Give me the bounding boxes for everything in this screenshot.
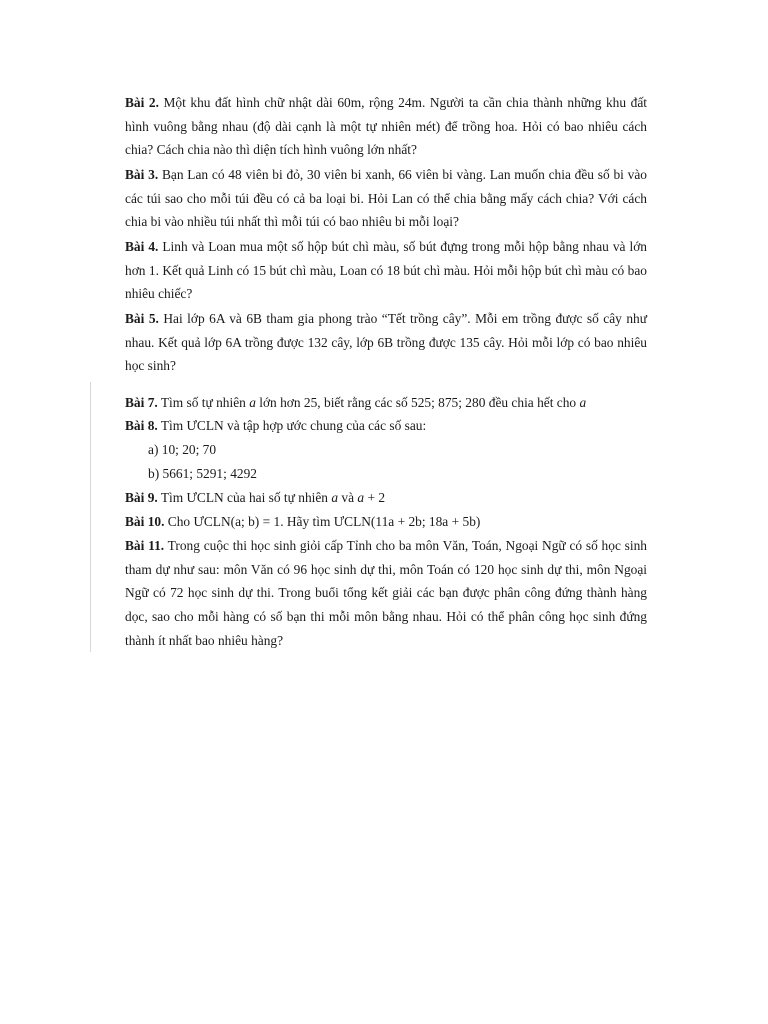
margin-line: [90, 382, 91, 652]
problem-9: [125, 486, 647, 510]
problem-8-part-b: b) 5661; 5291; 4292: [148, 466, 257, 481]
problem-label: Bài 4.: [125, 239, 159, 254]
problem-text: Tìm ƯCLN và tập hợp ước chung của các số sau:: [157, 418, 427, 433]
problem-8-part-a: a) 10; 20; 70: [148, 442, 217, 457]
problem-text: lớn hơn 25, biết rằng các số 525; 875; 280 đều chia hết cho: [255, 395, 580, 410]
problem-11: [125, 534, 647, 653]
problem-text: + 2: [364, 490, 386, 505]
problem-text: Tìm ƯCLN của hai số tự nhiên: [157, 490, 332, 505]
variable-a: a: [249, 395, 256, 410]
problem-label: Bài 8.: [125, 418, 158, 433]
problem-10: [125, 510, 647, 534]
problem-text: Tìm số tự nhiên: [157, 395, 250, 410]
problem-label: Bài 11.: [125, 538, 165, 553]
problem-text: và: [338, 490, 358, 505]
problem-label: Bài 3.: [125, 167, 159, 182]
problem-label: Bài 10.: [125, 514, 165, 529]
problem-8: [125, 414, 647, 438]
problem-text: Một khu đất hình chữ nhật dài 60m, rộng 24m. Người ta cần chia thành những khu đất hình vuông bằng nhau (độ dài cạnh là một tự nhiên mét) để trồng hoa. Hỏi có bao nhiêu cách chia? Cách chia nào thì diện tích hình vuông lớn nhất?: [125, 95, 647, 158]
variable-a: a: [357, 490, 365, 505]
problem-text: Hai lớp 6A và 6B tham gia phong trào “Tết trồng cây”. Mỗi em trồng được số cây như nhau. Kết quả lớp 6A trồng được 132 cây, lớp 6B trồng được 135 cây. Hỏi mỗi lớp có bao nhiêu học sinh?: [125, 311, 647, 374]
problem-label: Bài 9.: [125, 490, 158, 505]
problem-3: [125, 163, 647, 234]
variable-a: a: [579, 395, 587, 410]
variable-a: a: [331, 490, 339, 505]
problem-text: Cho ƯCLN(a; b) = 1. Hãy tìm ƯCLN(11a + 2b; 18a + 5b): [164, 514, 481, 529]
problem-2: [125, 91, 647, 162]
problem-5: [125, 307, 647, 378]
problem-4: [125, 235, 647, 306]
problem-text: Trong cuộc thi học sinh giỏi cấp Tỉnh cho ba môn Văn, Toán, Ngoại Ngữ có số học sinh tham dự như sau: môn Văn có 96 học sinh dự thi, môn Toán có 120 học sinh dự thi, môn Ngoại Ngữ có 72 học sinh dự thi. Trong buổi tổng kết giải các bạn được phân công đứng thành hàng dọc, sao cho mỗi hàng có số bạn thi mỗi môn bằng nhau. Hỏi có thể phân công học sinh đứng thành ít nhất bao nhiêu hàng?: [125, 538, 647, 648]
problem-7: [125, 391, 647, 415]
problem-label: Bài 5.: [125, 311, 159, 326]
problem-label: Bài 7.: [125, 395, 158, 410]
problem-text: Linh và Loan mua một số hộp bút chì màu, số bút đựng trong mỗi hộp bằng nhau và lớn hơn 1. Kết quả Linh có 15 bút chì màu, Loan có 18 bút chì màu. Hỏi mỗi hộp bút chì màu có bao nhiêu chiếc?: [125, 239, 647, 302]
problem-text: Bạn Lan có 48 viên bi đỏ, 30 viên bi xanh, 66 viên bi vàng. Lan muốn chia đều số bi vào các túi sao cho mỗi túi đều có cả ba loại bi. Hỏi Lan có thể chia bằng mấy cách chia? Với cách chia bi vào nhiều túi nhất thì mỗi túi có bao nhiêu bi mỗi loại?: [125, 167, 647, 230]
problem-label: Bài 2.: [125, 95, 159, 110]
